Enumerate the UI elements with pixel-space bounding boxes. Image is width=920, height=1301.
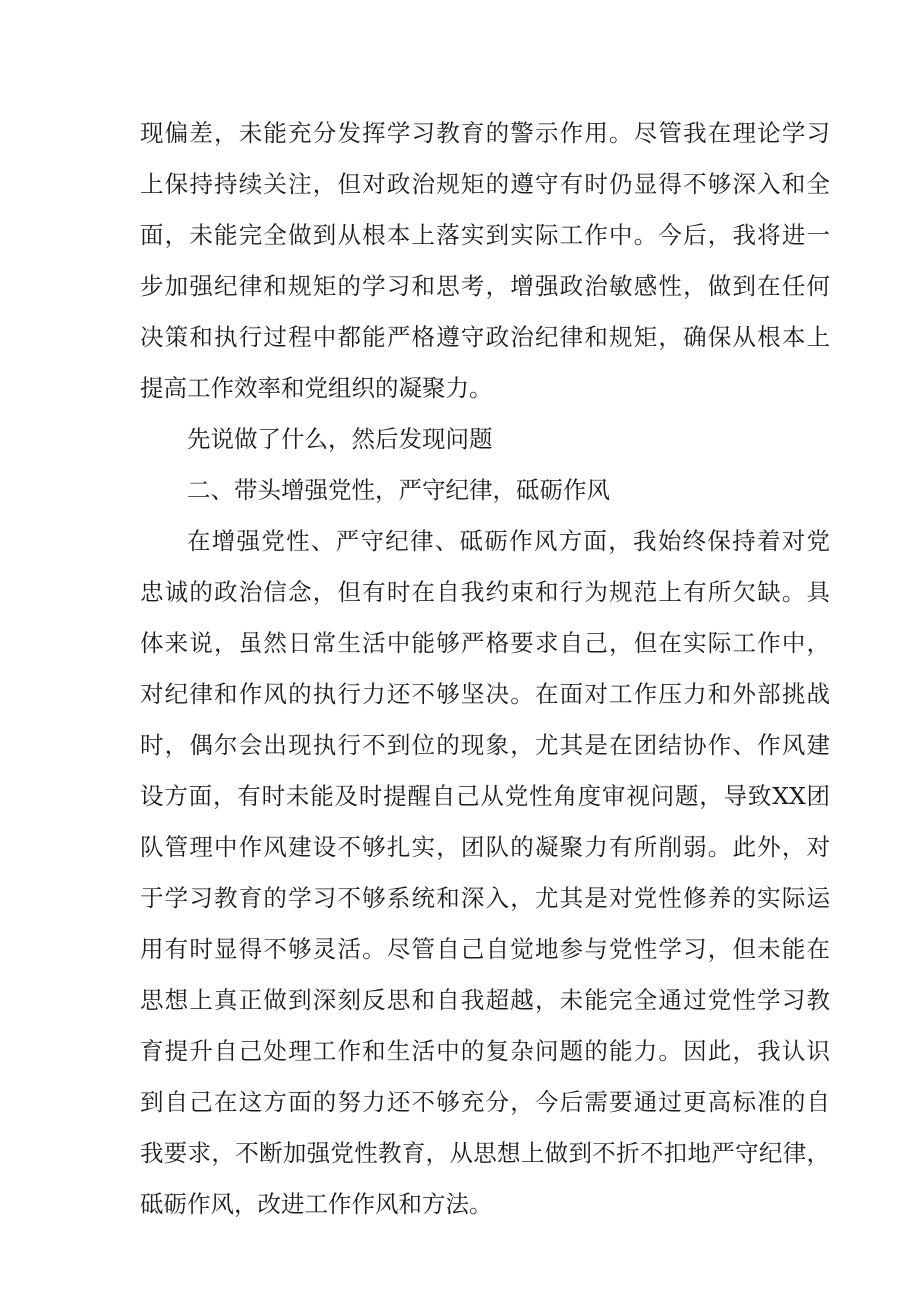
note-line <box>140 414 830 465</box>
text-line: 提高工作效率和党组织的凝聚力。 <box>140 374 493 402</box>
text-line: 忠诚的政治信念，但有时在自我约束和行为规范上有所欠缺。具 <box>140 578 830 606</box>
text-line: 我要求，不断加强党性教育，从思想上做到不折不扣地严守纪律， <box>140 1139 830 1167</box>
text-line: 思想上真正做到深刻反思和自我超越，未能完全通过党性学习教 <box>140 986 830 1014</box>
text-line: 决策和执行过程中都能严格遵守政治纪律和规矩，确保从根本上 <box>140 323 830 351</box>
text-line: 上保持持续关注，但对政治规矩的遵守有时仍显得不够深入和全 <box>140 170 830 198</box>
text-line: 在增强党性、严守纪律、砥砺作风方面，我始终保持着对党 <box>187 527 830 555</box>
text-line: 砥砺作风，改进工作作风和方法。 <box>140 1190 493 1218</box>
paragraph-2 <box>140 516 830 1230</box>
text-line: 育提升自己处理工作和生活中的复杂问题的能力。因此，我认识 <box>140 1037 830 1065</box>
text-line: 队管理中作风建设不够扎实，团队的凝聚力有所削弱。此外，对 <box>140 833 830 861</box>
text-line: 面，未能完全做到从根本上落实到实际工作中。今后，我将进一 <box>140 221 830 249</box>
text-line: 对纪律和作风的执行力还不够坚决。在面对工作压力和外部挑战 <box>140 680 830 708</box>
note-text: 先说做了什么，然后发现问题 <box>187 425 493 453</box>
paragraph-1 <box>140 108 830 414</box>
text-line: 用有时显得不够灵活。尽管自己自觉地参与党性学习，但未能在 <box>140 935 830 963</box>
text-line: 体来说，虽然日常生活中能够严格要求自己，但在实际工作中， <box>140 629 830 657</box>
text-line: 设方面，有时未能及时提醒自己从党性角度审视问题，导致XX团 <box>140 782 830 810</box>
text-line: 步加强纪律和规矩的学习和思考，增强政治敏感性，做到在任何 <box>140 272 830 300</box>
document-body <box>140 108 830 1230</box>
text-line: 现偏差，未能充分发挥学习教育的警示作用。尽管我在理论学习 <box>140 119 830 147</box>
text-line: 于学习教育的学习不够系统和深入，尤其是对党性修养的实际运 <box>140 884 830 912</box>
text-line: 时，偶尔会出现执行不到位的现象，尤其是在团结协作、作风建 <box>140 731 830 759</box>
section-heading <box>140 465 830 516</box>
text-line: 到自己在这方面的努力还不够充分，今后需要通过更高标准的自 <box>140 1088 830 1116</box>
section-heading-text: 二、带头增强党性，严守纪律，砥砺作风 <box>187 476 610 504</box>
